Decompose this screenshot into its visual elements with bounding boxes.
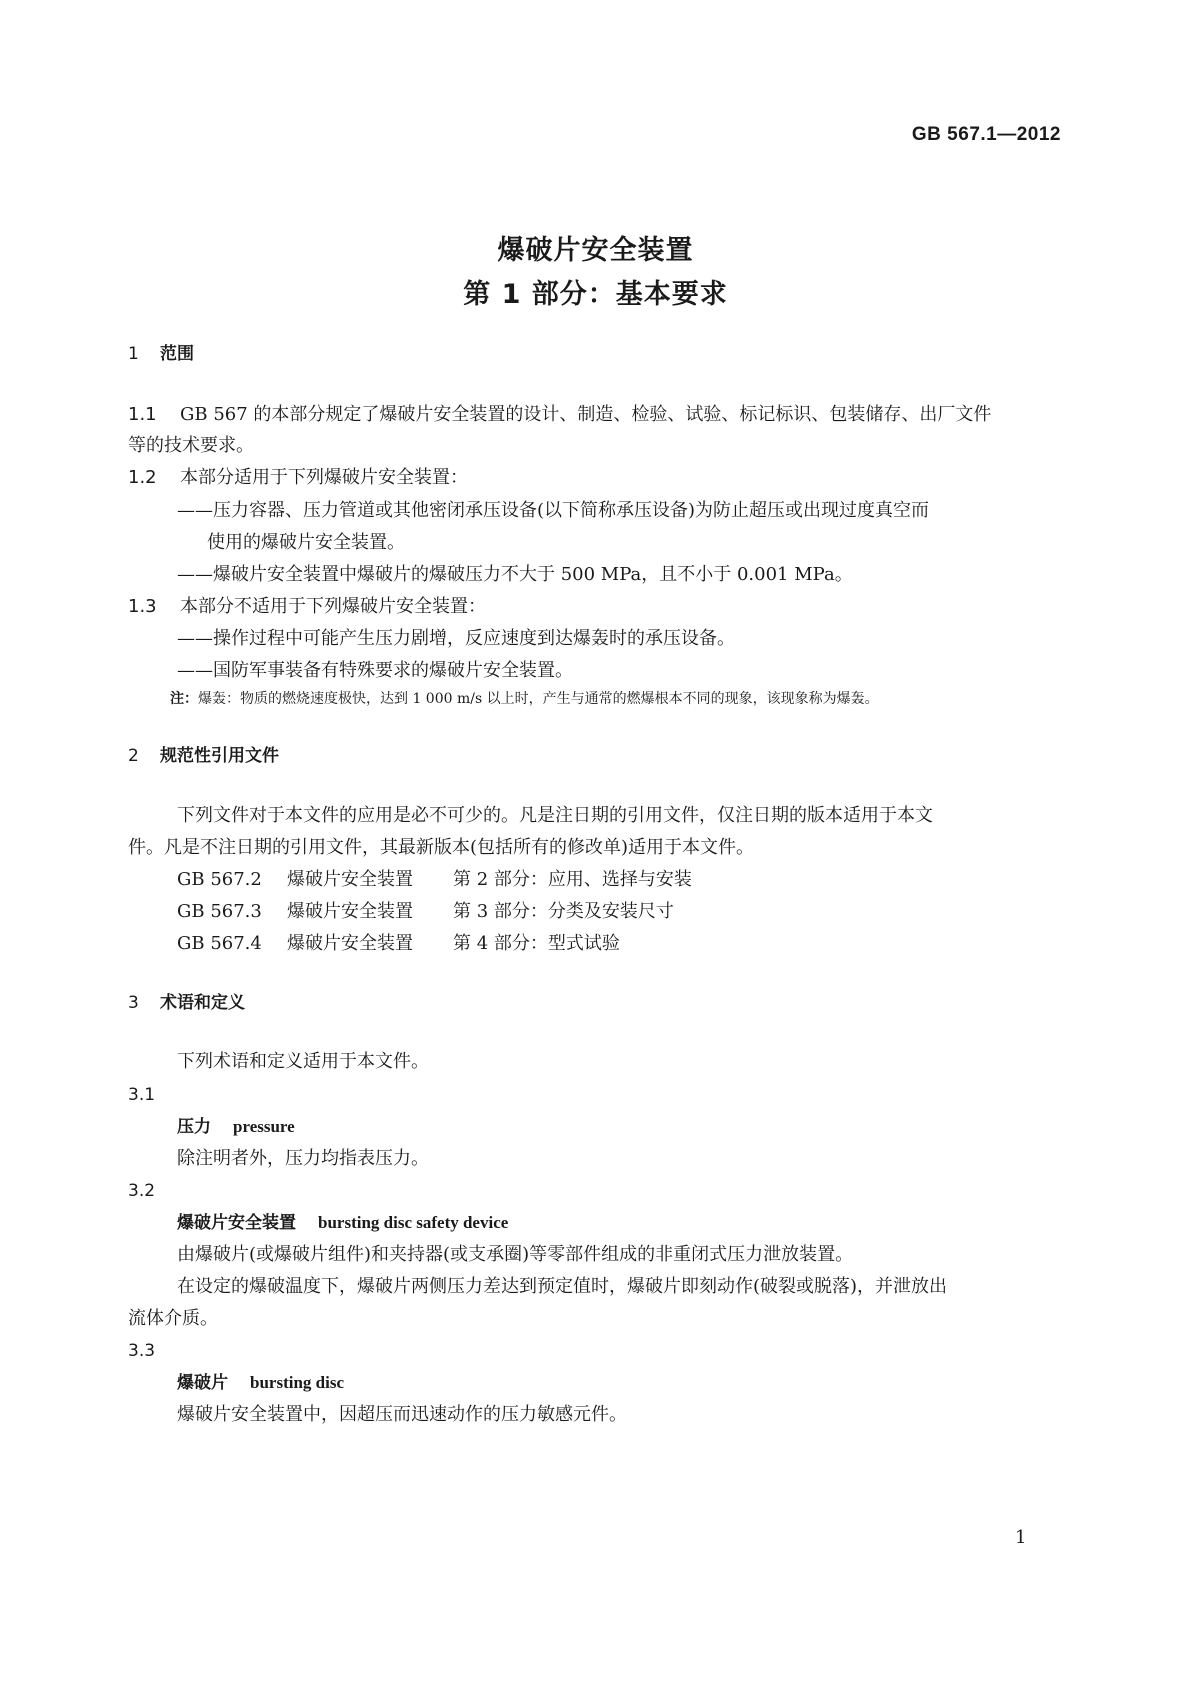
section-number: 3 xyxy=(128,993,139,1013)
list-item: ——压力容器、压力管道或其他密闭承压设备(以下简称承压设备)为防止超压或出现过度真空而 xyxy=(177,500,930,521)
list-item-continuation: 使用的爆破片安全装置。 xyxy=(207,532,405,553)
term-heading xyxy=(177,1369,1112,1397)
clause-1-2 xyxy=(128,464,1063,492)
reference-part: 第 4 部分：型式试验 xyxy=(453,933,620,954)
reference-item xyxy=(177,930,1112,958)
clause-text: 本部分适用于下列爆破片安全装置： xyxy=(180,467,468,488)
paragraph: 下列文件对于本文件的应用是必不可少的。凡是注日期的引用文件，仅注日期的版本适用于本文 xyxy=(177,805,933,826)
term-definition: 在设定的爆破温度下，爆破片两侧压力差达到预定值时，爆破片即刻动作(破裂或脱落)，并泄放出 xyxy=(177,1276,948,1297)
note-label: 注： xyxy=(170,691,198,707)
term-number: 3.3 xyxy=(128,1341,156,1361)
section-title: 范围 xyxy=(160,344,194,364)
clause-text: GB 567 的本部分规定了爆破片安全装置的设计、制造、检验、试验、标记标识、包装储存、出厂文件 xyxy=(180,404,992,425)
section-heading-1 xyxy=(128,340,1063,368)
list-item: ——操作过程中可能产生压力剧增，反应速度到达爆轰时的承压设备。 xyxy=(177,628,735,649)
reference-code: GB 567.2 xyxy=(177,869,262,890)
section-title: 术语和定义 xyxy=(160,993,245,1013)
document-title: 爆破片安全装置 xyxy=(497,235,694,266)
section-number: 1 xyxy=(128,344,139,364)
paragraph-continuation: 件。凡是不注日期的引用文件，其最新版本(包括所有的修改单)适用于本文件。 xyxy=(128,837,755,858)
note-text: 爆轰：物质的燃烧速度极快，达到 1 000 m/s 以上时，产生与通常的燃爆根本不同的现象，该现象称为爆轰。 xyxy=(198,691,879,707)
term-number: 3.1 xyxy=(128,1085,156,1105)
clause-number: 1.3 xyxy=(128,596,157,617)
section-heading-2 xyxy=(128,742,1063,770)
reference-title: 爆破片安全装置 xyxy=(287,933,413,954)
term-definition: 由爆破片(或爆破片组件)和夹持器(或支承圈)等零部件组成的非重闭式压力泄放装置。 xyxy=(177,1244,854,1265)
clause-1-1-line2: 等的技术要求。 xyxy=(128,435,254,456)
standard-number: GB 567.1—2012 xyxy=(911,124,1061,145)
reference-code: GB 567.4 xyxy=(177,933,262,954)
reference-title: 爆破片安全装置 xyxy=(287,901,413,922)
reference-code: GB 567.3 xyxy=(177,901,262,922)
reference-part: 第 2 部分：应用、选择与安装 xyxy=(453,869,692,890)
term-heading xyxy=(177,1209,1112,1237)
term-definition-continuation: 流体介质。 xyxy=(128,1308,218,1329)
term-en: pressure xyxy=(233,1117,295,1136)
reference-item xyxy=(177,866,1112,894)
note xyxy=(170,689,879,709)
term-heading xyxy=(177,1113,1112,1141)
clause-1-3 xyxy=(128,593,1063,621)
clause-text: 本部分不适用于下列爆破片安全装置： xyxy=(180,596,486,617)
reference-item xyxy=(177,898,1112,926)
term-en: bursting disc xyxy=(250,1373,344,1392)
clause-number: 1.1 xyxy=(128,404,157,425)
reference-part: 第 3 部分：分类及安装尺寸 xyxy=(453,901,674,922)
document-subtitle: 第 1 部分：基本要求 xyxy=(463,279,728,310)
reference-title: 爆破片安全装置 xyxy=(287,869,413,890)
clause-1-1-line1 xyxy=(128,401,1063,429)
term-definition: 爆破片安全装置中，因超压而迅速动作的压力敏感元件。 xyxy=(177,1404,627,1425)
term-zh: 爆破片安全装置 xyxy=(177,1213,296,1233)
section-title: 规范性引用文件 xyxy=(160,746,279,766)
page-number: 1 xyxy=(1015,1527,1027,1548)
section-number: 2 xyxy=(128,746,139,766)
section-heading-3 xyxy=(128,989,1063,1017)
term-definition: 除注明者外，压力均指表压力。 xyxy=(177,1148,429,1169)
term-en: bursting disc safety device xyxy=(318,1213,509,1232)
list-item: ——爆破片安全装置中爆破片的爆破压力不大于 500 MPa，且不小于 0.001 MPa。 xyxy=(177,564,853,585)
paragraph: 下列术语和定义适用于本文件。 xyxy=(177,1051,429,1072)
clause-number: 1.2 xyxy=(128,467,157,488)
term-number: 3.2 xyxy=(128,1181,156,1201)
term-zh: 压力 xyxy=(177,1117,211,1137)
term-zh: 爆破片 xyxy=(177,1373,228,1393)
list-item: ——国防军事装备有特殊要求的爆破片安全装置。 xyxy=(177,660,573,681)
